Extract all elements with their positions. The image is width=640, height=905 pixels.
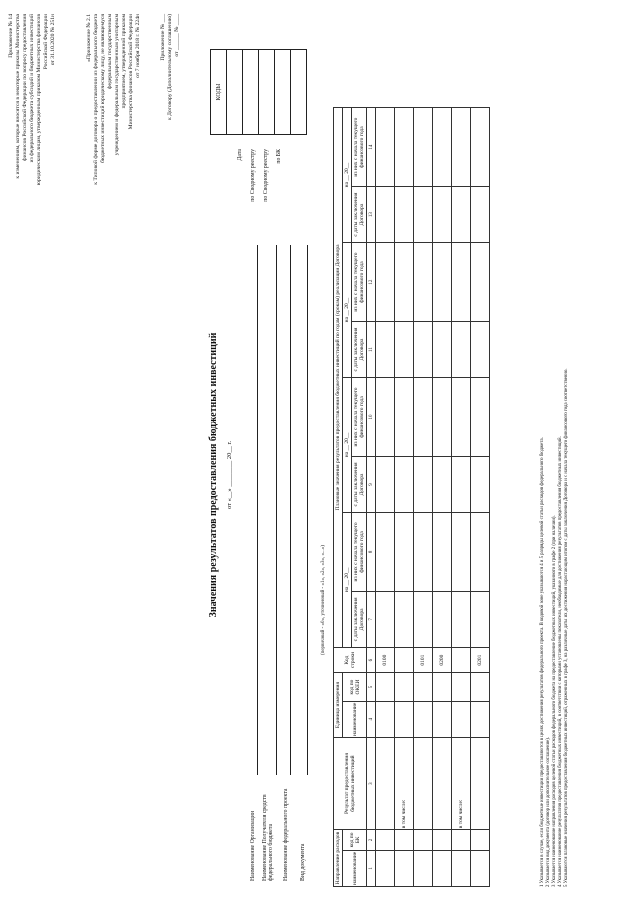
value-cell[interactable] — [452, 673, 471, 701]
value-cell[interactable] — [433, 701, 452, 737]
th-sub-a: с даты заключения Договора — [352, 322, 367, 378]
value-cell[interactable] — [452, 377, 471, 456]
result-cell[interactable]: в том числе: — [395, 737, 414, 829]
value-cell[interactable] — [376, 187, 395, 243]
value-cell[interactable] — [376, 830, 395, 851]
doc-type-note: (первичный - «0», уточненный - «1», «2», «3», «...») — [321, 545, 326, 655]
codes-label-registry-1: по Сводному реестру — [250, 149, 256, 202]
th-direction-name: наименование — [343, 850, 367, 886]
value-cell[interactable] — [452, 187, 471, 243]
value-cell[interactable] — [452, 591, 471, 647]
value-cell[interactable] — [395, 591, 414, 647]
value-cell[interactable] — [452, 512, 471, 591]
line-code-cell: 0201 — [471, 647, 490, 673]
value-cell[interactable] — [395, 322, 414, 378]
table-row — [452, 108, 471, 887]
line-code-cell: 0100 — [376, 647, 395, 673]
table-row — [395, 108, 414, 887]
th-sub-b: из них с начала текущего финансового года — [352, 512, 367, 591]
value-cell[interactable] — [452, 457, 471, 513]
th-direction-code: код по БК — [343, 830, 367, 851]
value-cell[interactable] — [376, 377, 395, 456]
th-result: Результат предоставления бюджетных инвестиций — [334, 737, 367, 829]
field-recipient-label: Наименование Получателя средств федерального бюджета — [262, 794, 274, 881]
value-cell[interactable] — [452, 850, 471, 886]
field-org-line[interactable] — [257, 245, 258, 775]
value-cell[interactable] — [471, 591, 490, 647]
value-cell[interactable] — [452, 322, 471, 378]
th-year-3: на __ 20__ — [343, 243, 352, 378]
th-direction: Направление расходов — [334, 830, 343, 887]
th-sub-b: из них с начала текущего финансового года — [352, 243, 367, 322]
th-unit-code: код по ОКЕИ — [343, 673, 367, 701]
footnote-item: 4 Указывается наименование результатов предоставления бюджетных инвестиций, в соответствии с которыми установлены показатели, необходимые для достижения результатов предоставления бюджетных инвестиций. — [558, 436, 564, 887]
value-cell[interactable] — [414, 457, 433, 513]
value-cell[interactable] — [376, 850, 395, 886]
value-cell[interactable] — [414, 830, 433, 851]
th-sub-a: с даты заключения Договора — [352, 187, 367, 243]
value-cell[interactable] — [414, 512, 433, 591]
value-cell[interactable] — [376, 322, 395, 378]
result-cell[interactable] — [433, 737, 452, 829]
table-row — [376, 108, 395, 887]
value-cell[interactable] — [414, 591, 433, 647]
field-project-line[interactable] — [290, 245, 291, 775]
codes-header: КОДЫ — [211, 50, 227, 135]
code-cell-registry-2[interactable] — [259, 50, 275, 135]
footnote-item: 3 Указывается наименование направления расходов целевой статьи расходов федерального бюджета на предоставление бюджетных инвестиций, указанного в графе 2 (при наличии). — [552, 515, 558, 887]
value-cell[interactable] — [395, 830, 414, 851]
result-cell[interactable] — [414, 737, 433, 829]
value-cell[interactable] — [452, 108, 471, 187]
value-cell[interactable] — [395, 108, 414, 187]
appendix-2-1-note: «Приложение № 2.1 к Типовой форме договора о предоставлении из федерального бюджета бюджетных инвестиций юридическому лицу, не являющемуся федеральным государственным учреждением и федеральным государственным унитарным предприятием, утвержденной приказом Министерства финансов Российской Федерации от 7 ноября 2018 г. № 224н — [86, 14, 141, 185]
th-year-4: на __ 20__ — [343, 108, 352, 243]
value-cell[interactable] — [471, 457, 490, 513]
col-num: 7 — [367, 591, 376, 647]
value-cell[interactable] — [433, 830, 452, 851]
value-cell[interactable] — [433, 457, 452, 513]
document-date: от «__» ________ 20__ г. — [226, 440, 233, 510]
line-code-cell: 0200 — [433, 647, 452, 673]
value-cell[interactable] — [395, 850, 414, 886]
col-num: 1 — [367, 850, 376, 886]
line-code-cell — [452, 647, 471, 673]
col-num: 13 — [367, 187, 376, 243]
col-num: 10 — [367, 377, 376, 456]
line-code-cell: 0101 — [414, 647, 433, 673]
value-cell[interactable] — [471, 701, 490, 737]
value-cell[interactable] — [376, 701, 395, 737]
table-body — [376, 108, 490, 887]
value-cell[interactable] — [376, 512, 395, 591]
value-cell[interactable] — [395, 512, 414, 591]
footnote-item: 1 Указывается в случае, если бюджетные инвестиции предоставляются в целях достижения результатов федерального проекта. В кодовой зоне указываются 4 и 5 разряды целевой статьи расходов федерального бюджета. — [540, 437, 545, 887]
th-sub-b: из них с начала текущего финансового года — [352, 108, 367, 187]
th-year-2: на __ 20__ — [343, 377, 352, 512]
code-cell-registry-1[interactable] — [243, 50, 259, 135]
value-cell[interactable] — [414, 187, 433, 243]
value-cell[interactable] — [433, 591, 452, 647]
value-cell[interactable] — [471, 377, 490, 456]
value-cell[interactable] — [395, 457, 414, 513]
codes-label-date: Дата — [237, 149, 243, 161]
code-cell-bk[interactable] — [275, 50, 291, 135]
col-num: 3 — [367, 737, 376, 829]
value-cell[interactable] — [471, 243, 490, 322]
th-year-1: на __ 20__ — [343, 512, 352, 647]
th-sub-a: с даты заключения Договора — [352, 457, 367, 513]
th-sub-a: с даты заключения Договора — [352, 591, 367, 647]
value-cell[interactable] — [433, 243, 452, 322]
col-num: 6 — [367, 647, 376, 673]
table-row — [471, 108, 490, 887]
value-cell[interactable] — [433, 187, 452, 243]
field-doctype-label: Вид документа — [300, 843, 306, 881]
value-cell[interactable] — [376, 457, 395, 513]
value-cell[interactable] — [471, 187, 490, 243]
th-plan: Плановые значения результатов предоставления бюджетных инвестиций по годам (срокам) реализации Договора — [334, 108, 343, 648]
col-num: 11 — [367, 322, 376, 378]
col-num: 4 — [367, 701, 376, 737]
value-cell[interactable] — [395, 377, 414, 456]
value-cell[interactable] — [471, 850, 490, 886]
value-cell[interactable] — [452, 830, 471, 851]
value-cell[interactable] — [376, 108, 395, 187]
th-line-code: Код строки — [334, 647, 367, 673]
value-cell[interactable] — [395, 673, 414, 701]
value-cell[interactable] — [471, 512, 490, 591]
value-cell[interactable] — [433, 512, 452, 591]
code-cell-extra[interactable] — [291, 50, 307, 135]
code-cell-date[interactable] — [227, 50, 243, 135]
value-cell[interactable] — [433, 108, 452, 187]
field-recipient-line[interactable] — [276, 245, 277, 775]
line-code-cell — [395, 647, 414, 673]
document-title: Значения результатов предоставления бюджетных инвестиций — [208, 332, 219, 618]
footnote-item: 2 Указывается вид документа (договор или дополнительное соглашение). — [546, 736, 552, 887]
value-cell[interactable] — [414, 850, 433, 886]
appendix-contract-note: Приложение № ___ к Договору (Дополнительному соглашению) от ______ № ____ — [160, 14, 180, 121]
value-cell[interactable] — [395, 187, 414, 243]
col-num: 12 — [367, 243, 376, 322]
result-cell[interactable] — [471, 737, 490, 829]
value-cell[interactable] — [471, 673, 490, 701]
value-cell[interactable] — [376, 243, 395, 322]
codes-box — [210, 49, 307, 135]
field-project-label: Наименование федерального проекта — [283, 788, 289, 881]
value-cell[interactable] — [471, 830, 490, 851]
column-numbers-row — [367, 108, 376, 887]
col-num: 2 — [367, 830, 376, 851]
value-cell[interactable] — [414, 322, 433, 378]
value-cell[interactable] — [471, 322, 490, 378]
value-cell[interactable] — [452, 243, 471, 322]
value-cell[interactable] — [376, 673, 395, 701]
th-sub-b: из них с начала текущего финансового года — [352, 377, 367, 456]
table-row — [414, 108, 433, 887]
col-num: 8 — [367, 512, 376, 591]
field-doctype-line[interactable] — [307, 245, 308, 775]
codes-label-bk: по БК — [276, 149, 282, 164]
value-cell[interactable] — [414, 108, 433, 187]
result-cell[interactable]: в том числе: — [452, 737, 471, 829]
value-cell[interactable] — [433, 377, 452, 456]
value-cell[interactable] — [433, 673, 452, 701]
table-row — [433, 108, 452, 887]
value-cell[interactable] — [414, 243, 433, 322]
col-num: 9 — [367, 457, 376, 513]
value-cell[interactable] — [414, 701, 433, 737]
value-cell[interactable] — [395, 701, 414, 737]
value-cell[interactable] — [433, 850, 452, 886]
footnotes — [540, 27, 570, 887]
value-cell[interactable] — [376, 591, 395, 647]
footnote-item: 5 Указываются плановые значения результатов предоставления бюджетных инвестиций, отраженных в графе 3, на различные даты их достижения нарастающим итогом с даты заключения Договора и с начала текущего финансового года соответственно. — [564, 368, 570, 887]
result-cell[interactable] — [376, 737, 395, 829]
col-num: 14 — [367, 108, 376, 187]
field-org-label: Наименование Организации — [250, 811, 256, 881]
results-table — [333, 107, 490, 887]
th-unit-name: наименование — [343, 701, 367, 737]
value-cell[interactable] — [414, 673, 433, 701]
col-num: 5 — [367, 673, 376, 701]
value-cell[interactable] — [471, 108, 490, 187]
value-cell[interactable] — [395, 243, 414, 322]
value-cell[interactable] — [414, 377, 433, 456]
value-cell[interactable] — [452, 701, 471, 737]
th-unit: Единица измерения — [334, 673, 343, 738]
appendix-14-note: Приложение № 14 к изменениям, которые вносятся в некоторые приказы Министерства финансов Российской Федерации по вопросу предоставления из федерального бюджета субсидий и бюджетных инвестиций юридическим лицам, утвержденным приказом Министерства финансов Российской Федерации от 31.10.2020 № 251н — [8, 14, 56, 186]
codes-label-registry-2: по Сводному реестру — [263, 149, 269, 202]
value-cell[interactable] — [433, 322, 452, 378]
